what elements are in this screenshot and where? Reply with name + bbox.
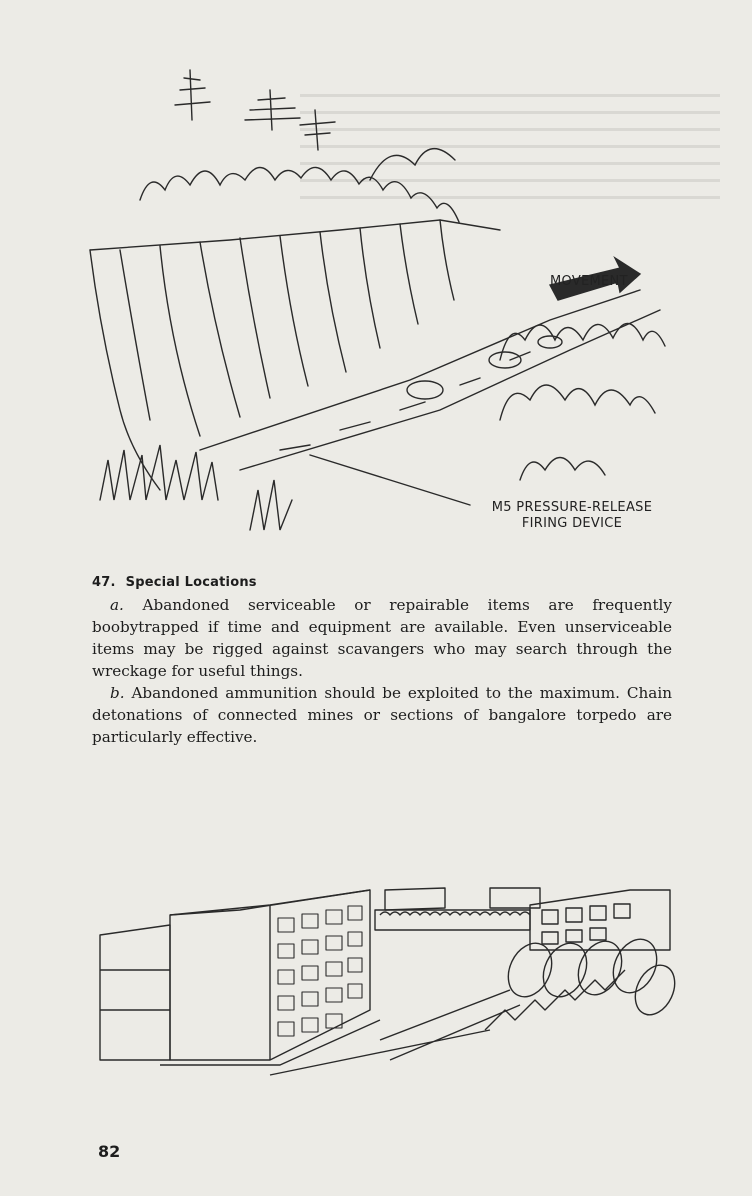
- road-cut-drawing: [80, 60, 680, 540]
- ammunition-dump-illustration: [90, 860, 680, 1090]
- page-number: 82: [98, 1142, 121, 1161]
- device-label: [472, 500, 672, 532]
- section-47: [92, 575, 672, 748]
- movement-label: MOVEMENT: [550, 274, 628, 289]
- paragraph-b-marker: b.: [110, 684, 125, 702]
- section-heading: [92, 575, 672, 590]
- paragraph-a: [92, 594, 672, 682]
- paragraph-b: [92, 682, 672, 748]
- paragraph-a-text: Abandoned serviceable or repairable items are frequently boobytrapped if time and equipment are available. Even unserviceable items may be rigged against scavangers who may search through the wreckage for useful things.: [92, 596, 672, 680]
- paragraph-b-text: Abandoned ammunition should be exploited to the maximum. Chain detonations of connected mines or sections of bangalore torpedo are particularly effective.: [92, 684, 672, 746]
- section-title: Special Locations: [125, 575, 257, 590]
- device-label-line1: M5 PRESSURE-RELEASE: [491, 500, 653, 515]
- paragraph-a-marker: a.: [110, 596, 124, 614]
- device-label-line2: FIRING DEVICE: [521, 516, 623, 531]
- road-cut-illustration: [80, 60, 680, 540]
- ammunition-dump-drawing: [90, 860, 680, 1090]
- section-number: 47.: [92, 575, 116, 590]
